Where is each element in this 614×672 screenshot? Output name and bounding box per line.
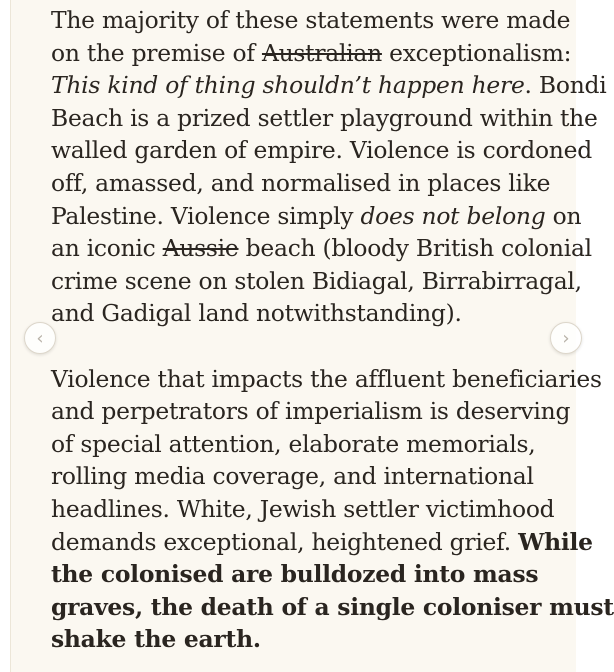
text-run: The majority of these statements were made: [51, 6, 571, 34]
text-run: exceptionalism:: [381, 38, 572, 67]
text-line: [51, 428, 571, 461]
text-line: [51, 623, 571, 656]
text-line: [51, 395, 571, 428]
bold-phrase: graves, the death of a single coloniser must: [51, 592, 614, 621]
text-run: Beach is a prized settler playground within the: [51, 103, 598, 132]
italic-phrase: This kind of thing shouldn’t happen here: [51, 71, 525, 100]
text-line: [51, 460, 571, 493]
paragraph: [51, 363, 614, 656]
text-line: [51, 102, 598, 135]
text-line: [51, 37, 571, 70]
struck-word: Aussie: [162, 234, 239, 263]
text-run: . Bondi: [524, 71, 607, 100]
text-run: Palestine. Violence simply: [51, 201, 361, 230]
text-run: of special attention, elaborate memorials,: [51, 429, 536, 458]
text-run: headlines. White, Jewish settler victimhood: [51, 494, 555, 523]
text-run: on the premise of: [51, 38, 262, 67]
text-line: [51, 297, 571, 330]
bold-phrase: shake the earth.: [51, 625, 261, 654]
text-run: walled garden of empire. Violence is cordoned: [51, 136, 592, 165]
text-line: [51, 363, 602, 396]
text-line: [51, 232, 592, 265]
text-line: [51, 526, 593, 559]
text-line: [51, 265, 582, 298]
chevron-right-icon: ›: [562, 327, 570, 349]
carousel-slide: [10, 0, 614, 672]
text-run: an iconic: [51, 234, 163, 263]
carousel-next-button[interactable]: [550, 322, 582, 354]
text-line: [51, 167, 571, 200]
carousel-prev-button[interactable]: [24, 322, 56, 354]
italic-phrase: does not belong: [360, 201, 546, 230]
text-run: and Gadigal land notwithstanding).: [51, 299, 462, 328]
text-line: [51, 69, 607, 102]
paragraph: [51, 4, 607, 330]
text-run: crime scene on stolen Bidiagal, Birrabirragal,: [51, 266, 582, 295]
text-line: [51, 4, 571, 37]
text-run: Violence that impacts the affluent beneficiaries: [51, 364, 602, 393]
text-run: on: [545, 201, 582, 230]
text-line: [51, 591, 614, 624]
bold-phrase: the colonised are bulldozed into mass: [51, 560, 539, 589]
struck-word: Australian: [261, 38, 382, 67]
chevron-left-icon: ‹: [36, 327, 44, 349]
text-line: [51, 558, 571, 591]
article-text: [51, 4, 614, 656]
text-line: [51, 493, 571, 526]
text-run: beach (bloody British colonial: [238, 234, 592, 263]
text-run: and perpetrators of imperialism is deserving: [51, 397, 571, 426]
text-line: [51, 134, 592, 167]
text-run: rolling media coverage, and international: [51, 462, 534, 491]
bold-phrase: While: [518, 527, 593, 556]
text-line: [51, 200, 582, 233]
text-run: off, amassed, and normalised in places like: [51, 168, 551, 197]
text-run: demands exceptional, heightened grief.: [51, 527, 519, 556]
